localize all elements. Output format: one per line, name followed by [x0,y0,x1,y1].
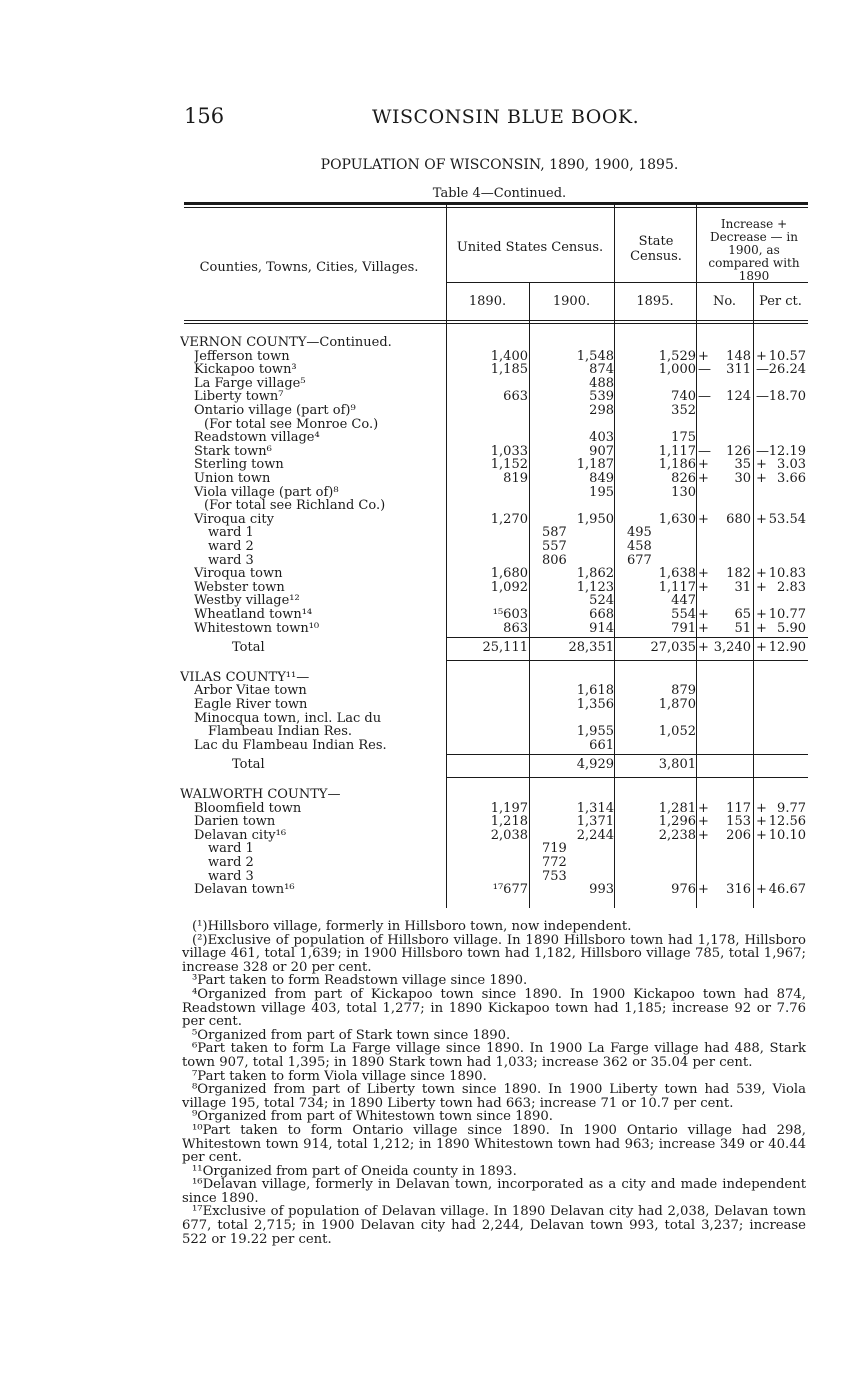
cell-change-no: 124 [726,389,751,405]
cell-1900: 874 [589,362,614,378]
row-label: Union town [194,472,271,485]
sign-no: + [698,607,709,622]
cell-1890: 1,680 [490,566,528,582]
sign-no: — [698,389,711,405]
cell-1900: 1,950 [576,511,614,527]
row-label: Viroqua town [194,567,283,581]
footnote: ¹¹Organized from part of Oneida county in 1893. [192,1163,517,1179]
cell-ward-1895: 495 [627,525,652,541]
top-rule [184,202,808,205]
cell-change-no: 206 [726,827,751,843]
cell-1900: 1,371 [576,814,614,830]
sign-pct: + [756,566,767,582]
book-title: WISCONSIN BLUE BOOK. [372,106,640,128]
row-label: Webster town [194,580,285,594]
table-row [184,499,808,512]
row-label: Arbor Vitae town [194,684,307,698]
table-row [184,829,808,842]
cell-ward-1900: 587 [542,525,567,541]
cell-1900: 1,314 [576,800,614,816]
cell-change-no: 182 [726,566,751,582]
row-label: Wheatland town¹⁴ [194,608,313,621]
row-label: Sterling town [194,458,284,472]
sign-pct: + [756,800,767,816]
cell-1890: 1,400 [490,348,528,364]
row-label: ward 1 [208,526,254,540]
row-label: Liberty town⁷ [194,390,284,404]
cell-1895: 976 [671,882,696,898]
row-label: Westby village¹² [194,594,300,608]
footnote: ⁷Part taken to form Viola village since 1890. [192,1068,487,1084]
sign-no: + [698,620,709,636]
cell-ward-1900: 557 [542,539,567,554]
row-label: VERNON COUNTY—Continued. [180,336,392,349]
cell-1895: 27,035 [650,640,696,656]
table-row [184,856,808,869]
row-label: ward 3 [208,869,254,883]
table-row [184,418,808,431]
table-title: POPULATION OF WISCONSIN, 1890, 1900, 1895. [320,157,679,173]
sign-no: + [698,882,709,898]
cell-1890: 25,111 [482,640,528,656]
footnote: ⁸Organized from part of Liberty town since 1890. In 1900 Liberty town had 539, Viola village 195, total 734; in 1890 Liberty town had 663; increase 71 or 10.7 per cent. [182,1082,806,1111]
total-row [184,758,808,771]
cell-1890: 1,197 [490,800,528,816]
sign-pct: + [756,471,767,486]
cell-1900: 661 [589,737,614,753]
cell-1895: 791 [671,620,696,636]
col-header-no: No. [712,294,737,309]
cell-1890: 863 [503,620,528,636]
cell-change-pct: 10.83 [768,566,806,582]
sign-no: + [698,640,709,656]
row-label: Whitestown town¹⁰ [194,621,320,635]
col-header-1895: 1895. [636,294,674,309]
cell-1900: 1,862 [576,566,614,582]
row-label: Flambeau Indian Res. [208,725,353,739]
cell-ward-1900: 719 [542,841,567,857]
cell-change-pct: 10.10 [768,827,806,843]
sign-no: + [698,814,709,830]
footnote: ³Part taken to form Readstown village since 1890. [192,973,528,989]
row-label: Jefferson town [194,349,290,363]
row-label: Viroqua city [194,512,274,526]
row-label: Delavan city¹⁶ [194,828,287,842]
table-row [184,684,808,697]
cell-1895: 1,529 [658,348,696,364]
table-row [184,472,808,485]
table-row [184,622,808,635]
county-heading-row [180,670,808,684]
cell-change-pct: 26.24 [768,362,806,378]
col-header-state-census: State Census. [630,234,682,264]
cell-1890: 2,038 [490,827,528,843]
table-row [184,842,808,855]
sign-pct: + [756,882,767,898]
table-row [184,883,808,896]
cell-ward-1900: 806 [542,552,567,568]
cell-change-no: 316 [726,882,751,898]
col-header-change: Increase + Decrease — in 1900, as compared with 1890 [708,217,800,283]
table-row [184,390,808,403]
table-row [184,486,808,499]
cell-1900: 1,548 [576,348,614,364]
cell-1895: 554 [671,607,696,622]
row-label: Bloomfield town [194,801,302,815]
cell-1900: 524 [589,593,614,609]
row-label: ward 1 [208,842,254,856]
row-label: ward 2 [208,540,254,553]
row-label: Kickapoo town³ [194,363,297,377]
sign-no: + [698,800,709,816]
table-row [184,802,808,815]
cell-change-pct: 3.66 [777,471,806,486]
row-label: Minocqua town, incl. Lac du [194,711,382,725]
table-row [184,404,808,417]
total-rule [446,637,808,638]
cell-change-no: 126 [726,443,751,459]
table-row [184,870,808,883]
cell-change-no: 31 [734,579,751,595]
col-header-1890: 1890. [468,294,507,309]
cell-1895: 826 [671,471,696,486]
sign-no: + [698,457,709,473]
cell-1895: 740 [671,389,696,405]
row-label: ward 2 [208,856,254,869]
cell-1900: 907 [589,443,614,459]
table-row [184,567,808,580]
sign-no: + [698,566,709,582]
cell-1900: 403 [589,430,614,446]
table-row [184,739,808,752]
cell-1900: 1,356 [576,697,614,712]
cell-change-pct: 12.90 [768,640,806,656]
cell-1895: 1,638 [658,566,696,582]
cell-1900: 914 [589,620,614,636]
cell-change-no: 311 [726,362,751,378]
footnote: ⁶Part taken to form La Farge village since 1890. In 1900 La Farge village had 488, Stark town 907, total 1,395; in 1890 Stark town had 1,033; increase 362 or 35.04 per cent. [182,1041,806,1070]
cell-change-no: 153 [726,814,751,830]
row-label: Total [232,758,265,772]
sign-no: — [698,443,711,459]
cell-1890: ¹⁷677 [492,882,528,898]
footnote: ⁵Organized from part of Stark town since 1890. [192,1027,511,1043]
cell-1895: 879 [671,683,696,699]
table-row [184,581,808,594]
state-census-rule [614,282,696,283]
footnote: (²)Exclusive of population of Hillsboro village. In 1890 Hillsboro town had 1,178, Hillsboro village 461, total 1,639; in 1900 Hillsboro town had 1,182, Hillsboro village 785, total 1,967; increase 328 or 20 per cent. [182,932,806,975]
table-row [184,431,808,444]
cell-ward-1895: 677 [627,552,652,568]
cell-1895: 1,281 [658,800,696,816]
cell-change-pct: 12.19 [768,443,806,459]
row-label: Ontario village (part of)⁹ [194,404,356,417]
row-label: Total [232,641,265,655]
row-label: Darien town [194,815,276,829]
sign-pct: — [756,389,769,405]
page-number: 156 [184,104,225,128]
cell-1890: 1,185 [490,362,528,378]
cell-1895: 1,117 [658,579,696,595]
cell-change-pct: 9.77 [777,800,806,816]
footnote: ⁴Organized from part of Kickapoo town since 1890. In 1900 Kickapoo town had 874, Readstown village 403, total 1,277; in 1890 Kickapoo town had 1,185; increase 92 or 7.76 per cent. [182,986,806,1030]
sign-pct: + [756,640,767,656]
sign-no: + [698,579,709,595]
cell-change-no: 65 [734,607,751,622]
sign-pct: — [756,362,769,378]
sign-no: + [698,348,709,364]
cell-1900: 1,955 [576,724,614,740]
cell-change-no: 51 [734,620,751,636]
row-label: Readstown village⁴ [194,431,320,445]
cell-1895: 1,000 [658,362,696,378]
cell-1900: 993 [589,882,614,898]
table-row [184,554,808,567]
footnote: (¹)Hillsboro village, formerly in Hillsboro town, now independent. [192,919,632,934]
cell-1895: 2,238 [658,827,696,843]
table-row [184,712,808,725]
row-label: (For total see Richland Co.) [204,499,386,513]
cell-1890: 1,033 [490,443,528,459]
sign-no: — [698,362,711,378]
county-heading-row [180,788,808,801]
cell-1900: 195 [589,484,614,500]
cell-1895: 175 [671,430,696,446]
cell-1890: 819 [503,471,528,486]
col-header-us-census: United States Census. [456,240,604,255]
cell-1895: 1,052 [658,724,696,740]
table-subtitle: Table 4—Continued. [432,186,567,201]
sign-pct: + [756,607,767,622]
table-row [184,608,808,621]
col-header-pct: Per ct. [759,294,802,309]
col-header-1900: 1900. [552,294,591,309]
cell-1890: 1,092 [490,579,528,595]
cell-1895: 1,630 [658,511,696,527]
sign-no: + [698,471,709,486]
sign-no: + [698,827,709,843]
cell-ward-1900: 753 [542,868,567,884]
cell-1895: 447 [671,593,696,609]
total-row [184,641,808,654]
row-label: Stark town⁶ [194,444,272,458]
sign-pct: + [756,827,767,843]
cell-change-no: 148 [726,348,751,364]
cell-1900: 28,351 [568,640,614,656]
sign-no: + [698,511,709,527]
table-row [184,725,808,738]
table-row [184,445,808,458]
cell-1895: 1,296 [658,814,696,830]
cell-change-pct: 2.83 [777,579,806,595]
table-row [184,363,808,376]
table-row [184,540,808,553]
us-census-rule [446,282,614,283]
row-label: Eagle River town [194,698,308,711]
cell-1895: 1,117 [658,443,696,459]
sign-pct: + [756,620,767,636]
cell-1890: 1,152 [490,457,528,473]
sign-pct: + [756,511,767,527]
footnote: ¹⁷Exclusive of population of Delavan village. In 1890 Delavan city had 2,038, Delavan town 677, total 2,715; in 1900 Delavan city had 2,244, Delavan town 993, total 3,237; increase 522 or 19.22 per cent. [182,1204,806,1247]
cell-1900: 1,618 [576,683,614,699]
cell-1895: 1,186 [658,457,696,473]
cell-1900: 4,929 [576,757,614,773]
table-row [184,698,808,711]
row-label: Lac du Flambeau Indian Res. [194,738,387,752]
cell-1900: 668 [589,607,614,622]
cell-change-pct: 10.77 [768,607,806,622]
top-rule-thin [184,207,808,208]
row-label: (For total see Monroe Co.) [204,417,379,431]
cell-change-pct: 10.57 [768,348,806,364]
footnote: ⁹Organized from part of Whitestown town since 1890. [192,1109,553,1125]
cell-change-pct: 46.67 [768,882,806,898]
cell-change-no: 35 [734,457,751,473]
cell-1900: 488 [589,375,614,391]
total-rule [446,754,808,755]
total-rule-bottom [446,777,808,778]
cell-1890: 1,218 [490,814,528,830]
cell-1900: 298 [589,403,614,418]
cell-change-no: 117 [726,800,751,816]
cell-1900: 1,187 [576,457,614,473]
footnotes [182,920,806,1246]
footnote: ¹⁰Part taken to form Ontario village since 1890. In 1900 Ontario village had 298, Whitestown town 914, total 1,212; in 1890 Whitestown town had 963; increase 349 or 40.44 per cent. [182,1122,806,1166]
county-heading-row [180,336,808,349]
sign-pct: + [756,457,767,473]
table-row [184,815,808,828]
cell-1890: 663 [503,389,528,405]
total-rule-bottom [446,660,808,661]
row-label: Viola village (part of)⁸ [194,485,339,499]
cell-1900: 539 [589,389,614,405]
table-row [184,526,808,539]
cell-1890: ¹⁵603 [492,607,528,622]
cell-ward-1895: 458 [627,539,652,554]
table-row [184,513,808,526]
population-table [180,202,808,908]
cell-1895: 3,801 [658,757,696,773]
col-header-name: Counties, Towns, Cities, Villages. [199,260,419,275]
row-label: WALWORTH COUNTY— [180,788,341,801]
table-row [184,377,808,390]
cell-change-pct: 3.03 [777,457,806,473]
cell-ward-1900: 772 [542,855,567,870]
table-row [184,350,808,363]
row-label: La Farge village⁵ [194,376,306,390]
cell-change-no: 680 [726,511,751,527]
row-label: ward 3 [208,553,254,567]
cell-1900: 2,244 [576,827,614,843]
cell-1900: 849 [589,471,614,486]
cell-change-pct: 53.54 [768,511,806,527]
header-bottom-rule-2 [184,323,808,324]
cell-1895: 1,870 [658,697,696,712]
cell-1890: 1,270 [490,511,528,527]
cell-change-pct: 12.56 [768,814,806,830]
sign-pct: + [756,814,767,830]
cell-change-pct: 18.70 [768,389,806,405]
cell-change-no: 30 [734,471,751,486]
table-row [184,594,808,607]
cell-1900: 1,123 [576,579,614,595]
row-label: Delavan town¹⁶ [194,883,295,897]
sign-pct: + [756,579,767,595]
cell-change-no: 3,240 [713,640,751,656]
cell-change-pct: 5.90 [777,620,806,636]
header-bottom-rule [184,320,808,321]
sign-pct: + [756,348,767,364]
footnote: ¹⁶Delavan village, formerly in Delavan town, incorporated as a city and made independent since 1890. [182,1177,806,1206]
sign-pct: — [756,443,769,459]
row-label: VILAS COUNTY¹¹— [180,670,310,684]
cell-1895: 130 [671,484,696,500]
cell-1895: 352 [671,403,696,418]
table-row [184,458,808,471]
